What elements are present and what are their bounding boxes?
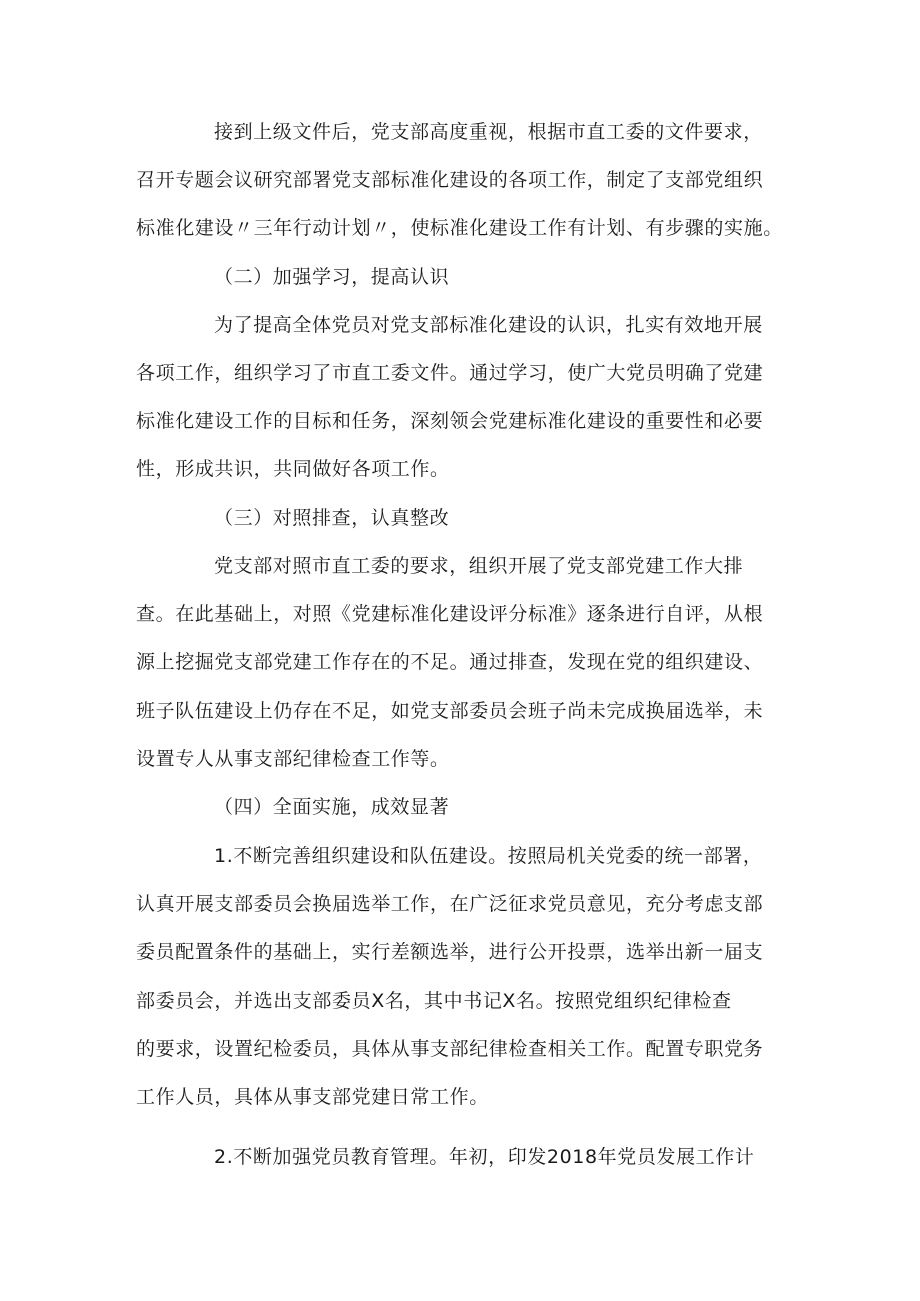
paragraph-4-line-2: 认真开展支部委员会换届选举工作，在广泛征求党员意见，充分考虑支部	[136, 893, 764, 915]
paragraph-2-line-3: 标准化建设工作的目标和任务，深刻领会党建标准化建设的重要性和必要	[136, 410, 764, 432]
paragraph-4-line-5: 的要求，设置纪检委员，具体从事支部纪律检查相关工作。配置专职党务	[136, 1038, 764, 1060]
paragraph-3-line-2: 查。在此基础上，对照《党建标准化建设评分标准》逐条进行自评，从根	[136, 603, 764, 625]
paragraph-3-line-3: 源上挖掘党支部党建工作存在的不足。通过排查，发现在党的组织建设、	[136, 651, 764, 673]
paragraph-2-line-1: 为了提高全体党员对党支部标准化建设的认识，扎实有效地开展	[214, 314, 763, 336]
paragraph-4-line-1: 1.不断完善组织建设和队伍建设。按照局机关党委的统一部署，	[214, 845, 763, 867]
paragraph-1-line-3: 标准化建设〃三年行动计划〃，使标准化建设工作有计划、有步骤的实施。	[136, 217, 783, 239]
section-heading-4: （四）全面实施，成效显著	[214, 796, 450, 818]
paragraph-3-line-1: 党支部对照市直工委的要求，组织开展了党支部党建工作大排	[214, 555, 744, 577]
paragraph-2-line-4: 性，形成共识，共同做好各项工作。	[136, 458, 450, 480]
paragraph-3-line-5: 设置专人从事支部纪律检查工作等。	[136, 748, 450, 770]
paragraph-4-line-6: 工作人员，具体从事支部党建日常工作。	[136, 1086, 489, 1108]
paragraph-3-line-4: 班子队伍建设上仍存在不足，如党支部委员会班子尚未完成换届选举，未	[136, 700, 764, 722]
paragraph-5-line-1: 2.不断加强党员教育管理。年初，印发2018年党员发展工作计	[214, 1146, 755, 1168]
paragraph-1-line-2: 召开专题会议研究部署党支部标准化建设的各项工作，制定了支部党组织	[136, 169, 764, 191]
paragraph-4-line-4: 部委员会，并选出支部委员X名，其中书记X名。按照党组织纪律检查	[136, 990, 732, 1012]
paragraph-2-line-2: 各项工作，组织学习了市直工委文件。通过学习，使广大党员明确了党建	[136, 362, 764, 384]
paragraph-4-line-3: 委员配置条件的基础上，实行差额选举，进行公开投票，选举出新一届支	[136, 941, 764, 963]
section-heading-2: （二）加强学习，提高认识	[214, 266, 450, 288]
section-heading-3: （三）对照排查，认真整改	[214, 507, 450, 529]
paragraph-1-line-1: 接到上级文件后，党支部高度重视，根据市直工委的文件要求，	[214, 121, 763, 143]
